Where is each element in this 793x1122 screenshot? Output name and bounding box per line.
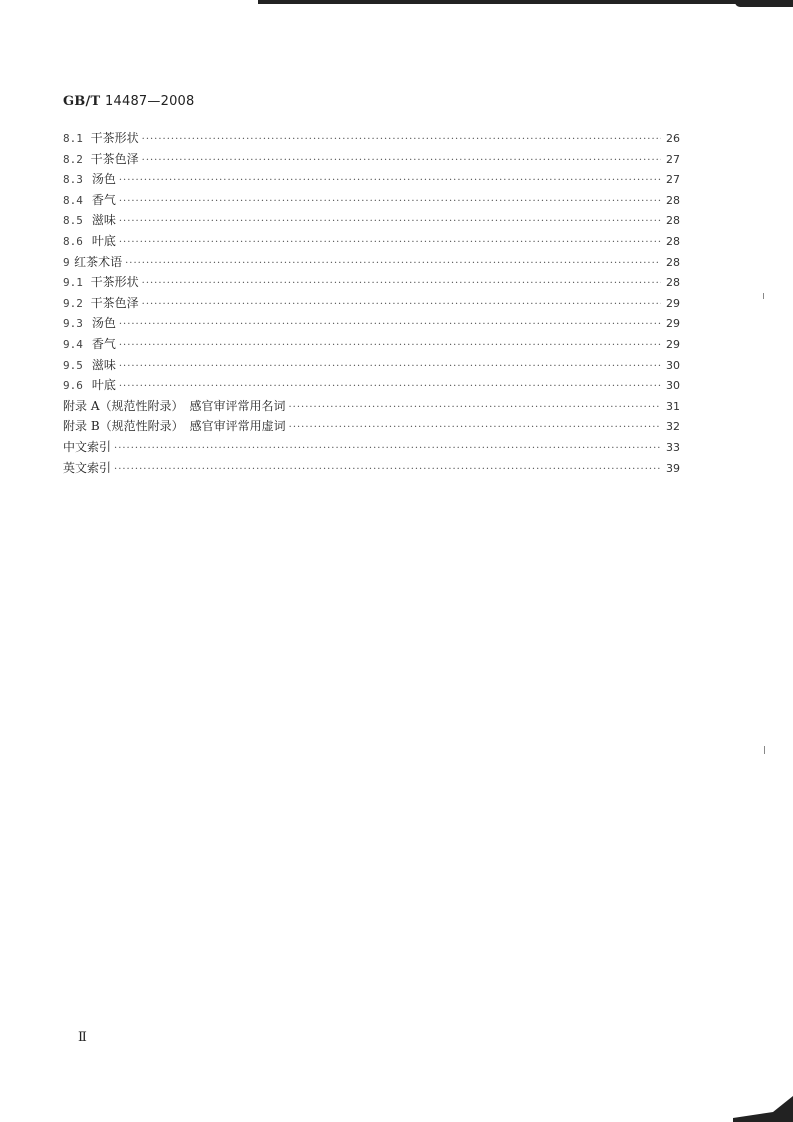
toc-entry-number: 9 (63, 255, 70, 269)
toc-entry-title: 滋味 (91, 213, 116, 228)
toc-entry-number: 8.1 (63, 132, 83, 145)
toc-leader-dots (114, 443, 661, 454)
toc-entry-title: 附录 B（规范性附录） 感官审评常用虚词 (63, 419, 286, 434)
toc-entry[interactable] (63, 150, 680, 171)
standard-prefix: GB/T (63, 94, 101, 109)
toc-leader-dots (114, 464, 661, 475)
toc-entry-page: 29 (666, 317, 680, 331)
toc-entry-number: 9.1 (63, 276, 83, 290)
toc-entry[interactable] (63, 294, 680, 315)
standard-number: 14487—2008 (105, 94, 195, 109)
toc-entry-title: 香气 (91, 336, 116, 351)
toc-entry-title: 干茶色泽 (90, 295, 139, 310)
toc-leader-dots (289, 422, 661, 433)
toc-entry-page: 29 (666, 296, 680, 310)
toc-entry-title: 汤色 (91, 172, 116, 187)
toc-entry-page: 28 (666, 255, 680, 269)
page-number-footer: Ⅱ (78, 1030, 87, 1045)
toc-entry-title: 红茶术语 (74, 254, 123, 269)
toc-entry-page: 30 (666, 358, 680, 372)
toc-entry-title: 叶底 (91, 233, 116, 248)
toc-entry[interactable] (63, 356, 680, 377)
toc-leader-dots (119, 196, 661, 207)
toc-entry-title: 滋味 (91, 357, 116, 372)
margin-mark (764, 746, 765, 754)
toc-entry-page: 28 (666, 234, 680, 248)
toc-leader-dots (142, 134, 661, 145)
toc-entry-number: 9.4 (63, 337, 83, 351)
toc-leader-dots (125, 258, 661, 269)
toc-entry-title: 干茶色泽 (90, 151, 139, 166)
toc-entry[interactable] (63, 335, 680, 356)
toc-entry[interactable] (63, 129, 680, 150)
toc-entry[interactable] (63, 459, 680, 480)
toc-entry-number: 9.3 (63, 317, 83, 331)
toc-entry-page: 27 (666, 152, 680, 166)
toc-entry-number: 8.3 (63, 173, 83, 187)
toc-entry-title: 香气 (91, 192, 116, 207)
toc-entry-number: 8.4 (63, 193, 83, 207)
toc-entry-page: 27 (666, 173, 680, 187)
toc-entry[interactable] (63, 376, 680, 397)
toc-entry-number: 9.2 (63, 296, 83, 310)
toc-leader-dots (119, 340, 661, 351)
table-of-contents (63, 129, 680, 479)
toc-entry-page: 28 (666, 276, 680, 290)
top-rule-tail (735, 2, 793, 7)
toc-entry[interactable] (63, 253, 680, 274)
toc-entry-page: 29 (666, 337, 680, 351)
toc-entry-number: 8.5 (63, 214, 83, 228)
toc-entry-page: 28 (666, 193, 680, 207)
standard-header (63, 94, 195, 109)
toc-entry-title: 干茶形状 (90, 131, 139, 145)
toc-entry[interactable] (63, 397, 680, 418)
toc-entry-number: 8.2 (63, 152, 83, 166)
toc-leader-dots (119, 381, 661, 392)
toc-leader-dots (119, 361, 661, 372)
toc-entry[interactable] (63, 232, 680, 253)
toc-entry-title: 中文索引 (63, 439, 112, 454)
toc-entry[interactable] (63, 417, 680, 438)
toc-entry-title: 叶底 (91, 378, 116, 393)
toc-entry-title: 干茶形状 (90, 275, 139, 290)
toc-entry[interactable] (63, 314, 680, 335)
toc-leader-dots (288, 402, 661, 413)
toc-entry-page: 30 (666, 379, 680, 393)
toc-entry-title: 附录 A（规范性附录） 感官审评常用名词 (63, 398, 286, 413)
corner-scan-mark (733, 1092, 793, 1122)
toc-entry[interactable] (63, 170, 680, 191)
toc-entry-title: 英文索引 (63, 460, 112, 475)
toc-entry-page: 32 (666, 420, 680, 434)
toc-leader-dots (142, 155, 661, 166)
toc-entry-page: 28 (666, 214, 680, 228)
toc-leader-dots (119, 319, 661, 330)
toc-leader-dots (119, 216, 661, 227)
toc-leader-dots (142, 299, 661, 310)
toc-leader-dots (119, 175, 661, 186)
toc-entry-title: 汤色 (91, 316, 116, 331)
toc-leader-dots (142, 278, 661, 289)
toc-entry-page: 31 (666, 399, 680, 413)
toc-entry-page: 39 (666, 461, 680, 475)
toc-entry[interactable] (63, 191, 680, 212)
toc-entry-number: 8.6 (63, 234, 83, 248)
toc-entry[interactable] (63, 438, 680, 459)
toc-entry-page: 33 (666, 440, 680, 454)
toc-entry[interactable] (63, 211, 680, 232)
toc-entry-number: 9.5 (63, 358, 83, 372)
margin-mark (763, 293, 764, 299)
toc-entry[interactable] (63, 273, 680, 294)
toc-leader-dots (119, 237, 661, 248)
top-rule (258, 0, 793, 4)
toc-entry-number: 9.6 (63, 379, 83, 393)
toc-entry-page: 26 (666, 132, 680, 145)
